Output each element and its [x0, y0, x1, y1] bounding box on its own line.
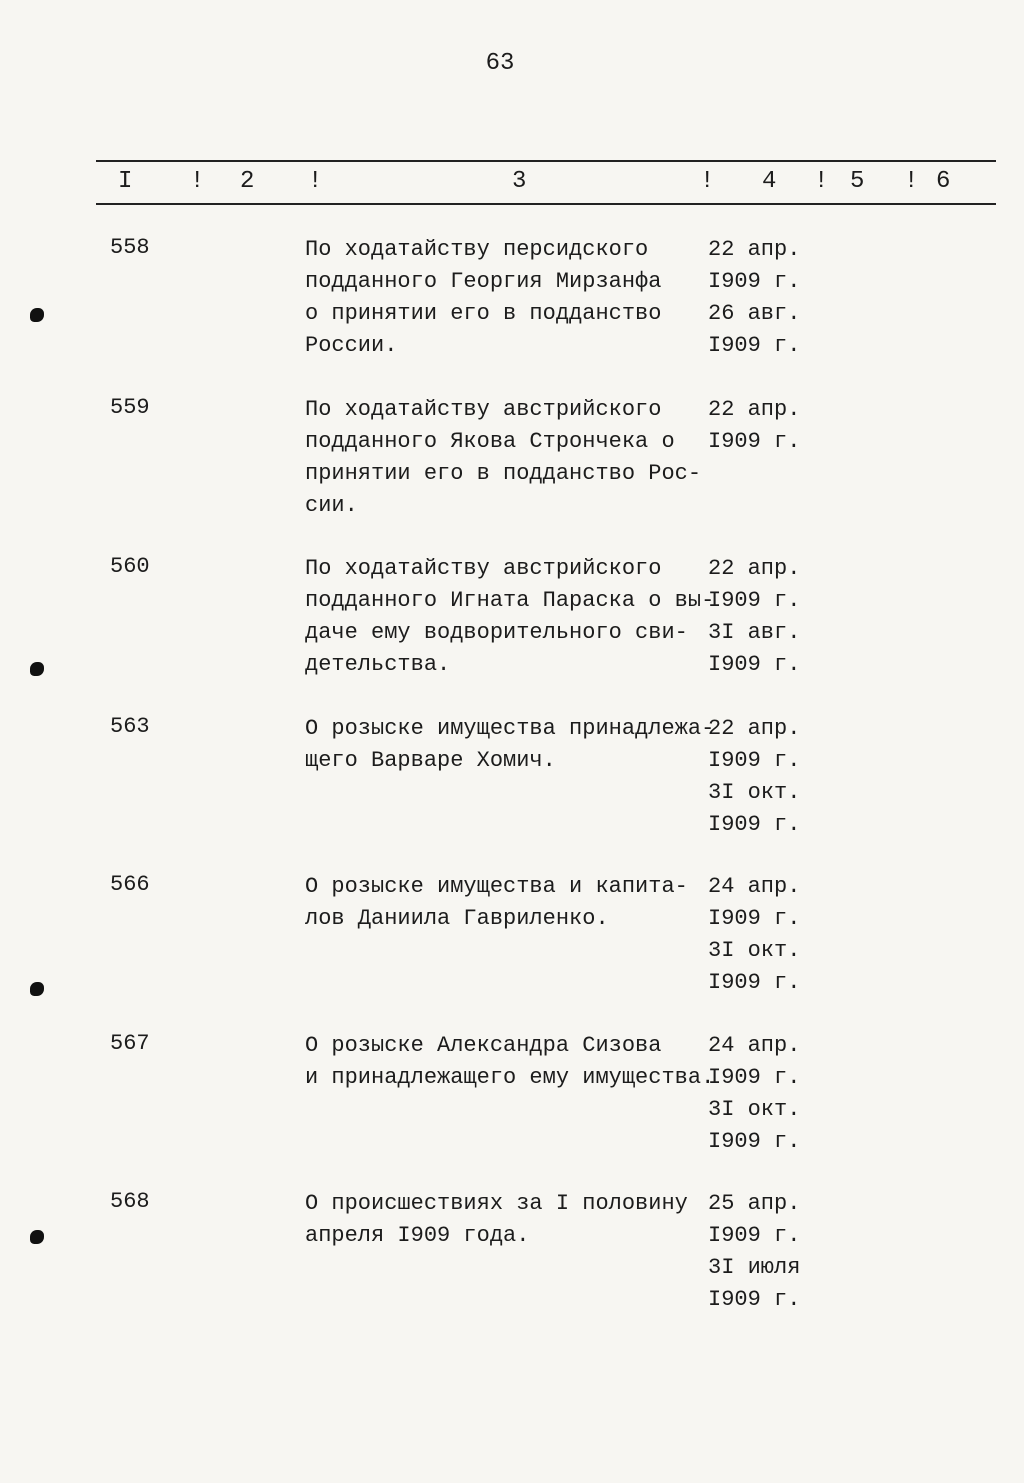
description-line: О розыске Александра Сизова: [305, 1033, 662, 1058]
header-col-1: I: [118, 168, 133, 195]
description-line: О розыске имущества и капита-: [305, 874, 688, 899]
description-line: По ходатайству персидского: [305, 237, 649, 262]
header-col-6: 6: [936, 168, 951, 195]
date-line: I909 г.: [708, 1065, 801, 1090]
entry-number: 566: [110, 872, 150, 897]
entry-description: [305, 1188, 710, 1252]
date-line: I909 г.: [708, 1223, 801, 1248]
description-line: принятии его в подданство Рос-: [305, 461, 702, 486]
date-line: 3I июля: [708, 1255, 801, 1280]
date-line: 24 апр.: [708, 874, 801, 899]
date-line: 3I окт.: [708, 1097, 801, 1122]
header-col-3: 3: [512, 168, 527, 195]
entry-dates: [708, 1188, 828, 1316]
description-line: подданного Георгия Мирзанфа: [305, 269, 662, 294]
entry-description: [305, 553, 715, 681]
date-line: 22 апр.: [708, 237, 801, 262]
header-bottom-rule: [96, 203, 996, 205]
date-line: 3I окт.: [708, 938, 801, 963]
register-entry: [0, 394, 1024, 534]
entry-number: 559: [110, 395, 150, 420]
description-line: сии.: [305, 493, 358, 518]
description-line: лов Даниила Гавриленко.: [305, 906, 609, 931]
punch-hole: [30, 1230, 44, 1244]
date-line: I909 г.: [708, 812, 801, 837]
entry-dates: [708, 234, 828, 362]
entry-number: 568: [110, 1189, 150, 1214]
date-line: I909 г.: [708, 970, 801, 995]
register-entry: [0, 713, 1024, 853]
header-separator: !: [700, 168, 715, 195]
entry-dates: [708, 394, 828, 458]
date-line: I909 г.: [708, 906, 801, 931]
date-line: 3I окт.: [708, 780, 801, 805]
description-line: о принятии его в подданство: [305, 301, 662, 326]
date-line: 26 авг.: [708, 301, 801, 326]
date-line: I909 г.: [708, 748, 801, 773]
punch-hole: [30, 308, 44, 322]
description-line: детельства.: [305, 652, 451, 677]
date-line: I909 г.: [708, 652, 801, 677]
description-line: О розыске имущества принадлежа-: [305, 716, 715, 741]
header-col-5: 5: [850, 168, 865, 195]
entry-number: 563: [110, 714, 150, 739]
entry-dates: [708, 1030, 828, 1158]
page-number: 63: [485, 50, 515, 77]
date-line: 22 апр.: [708, 397, 801, 422]
description-line: щего Варваре Хомич.: [305, 748, 556, 773]
date-line: 22 апр.: [708, 716, 801, 741]
description-line: России.: [305, 333, 398, 358]
header-separator: !: [814, 168, 829, 195]
description-line: даче ему водворительного сви-: [305, 620, 688, 645]
header-top-rule: [96, 160, 996, 162]
register-entry: [0, 871, 1024, 1011]
description-line: подданного Игната Параска о вы-: [305, 588, 715, 613]
entry-dates: [708, 871, 828, 999]
date-line: I909 г.: [708, 333, 801, 358]
entry-number: 560: [110, 554, 150, 579]
header-separator: !: [308, 168, 323, 195]
date-line: 3I авг.: [708, 620, 801, 645]
entry-description: [305, 234, 710, 362]
header-separator: !: [190, 168, 205, 195]
header-separator: !: [904, 168, 919, 195]
header-col-4: 4: [762, 168, 777, 195]
header-col-2: 2: [240, 168, 255, 195]
punch-hole: [30, 662, 44, 676]
date-line: I909 г.: [708, 588, 801, 613]
description-line: По ходатайству австрийского: [305, 556, 662, 581]
register-entry: [0, 1030, 1024, 1170]
entry-dates: [708, 713, 828, 841]
date-line: 22 апр.: [708, 556, 801, 581]
entry-description: [305, 871, 710, 935]
entry-number: 558: [110, 235, 150, 260]
register-entry: [0, 553, 1024, 693]
description-line: апреля I909 года.: [305, 1223, 530, 1248]
description-line: По ходатайству австрийского: [305, 397, 662, 422]
entry-description: [305, 394, 710, 522]
punch-hole: [30, 982, 44, 996]
entry-description: [305, 713, 715, 777]
date-line: I909 г.: [708, 269, 801, 294]
description-line: подданного Якова Стрончека о: [305, 429, 675, 454]
date-line: I909 г.: [708, 429, 801, 454]
entry-number: 567: [110, 1031, 150, 1056]
description-line: О происшествиях за I половину: [305, 1191, 688, 1216]
register-entry: [0, 234, 1024, 374]
date-line: I909 г.: [708, 1287, 801, 1312]
date-line: 25 апр.: [708, 1191, 801, 1216]
description-line: и принадлежащего ему имущества.: [305, 1065, 715, 1090]
entry-description: [305, 1030, 715, 1094]
register-entry: [0, 1188, 1024, 1328]
date-line: I909 г.: [708, 1129, 801, 1154]
entry-dates: [708, 553, 828, 681]
date-line: 24 апр.: [708, 1033, 801, 1058]
